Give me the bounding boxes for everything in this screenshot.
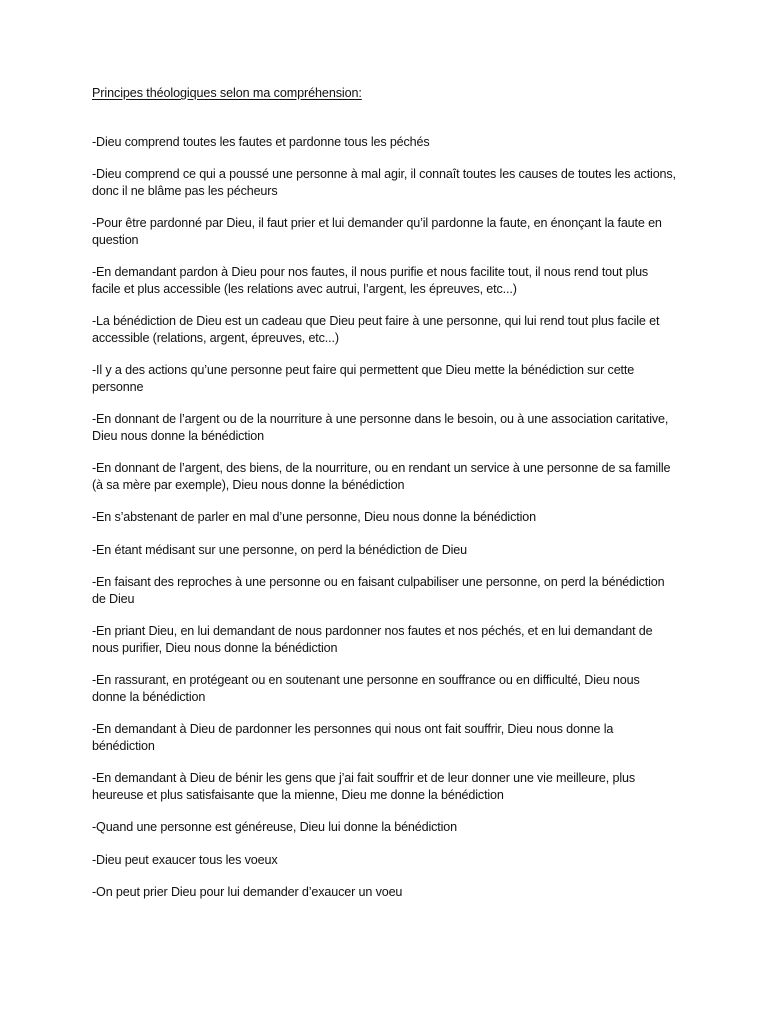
principle-item: -En priant Dieu, en lui demandant de nous pardonner nos fautes et nos péchés, et en lui demandant de nous purifier, Dieu nous donne la bénédiction: [92, 624, 653, 655]
principle-item: -En demandant à Dieu de pardonner les personnes qui nous ont fait souffrir, Dieu nous donne la bénédiction: [92, 722, 614, 753]
principle-item: -Dieu comprend ce qui a poussé une personne à mal agir, il connaît toutes les causes de toutes les actions, donc il ne blâme pas les pécheurs: [92, 167, 676, 198]
principle-item: -En demandant pardon à Dieu pour nos fautes, il nous purifie et nous facilite tout, il nous rend tout plus facile et plus accessible (les relations avec autrui, l’argent, les épreuves, etc...): [92, 265, 649, 296]
principle-item: -En faisant des reproches à une personne ou en faisant culpabiliser une personne, on perd la bénédiction de Dieu: [92, 575, 665, 606]
principle-item: -On peut prier Dieu pour lui demander d’exaucer un voeu: [92, 885, 403, 899]
principle-item: -Pour être pardonné par Dieu, il faut prier et lui demander qu’il pardonne la faute, en énonçant la faute en question: [92, 216, 662, 247]
principle-item: -En rassurant, en protégeant ou en soutenant une personne en souffrance ou en difficulté, Dieu nous donne la bénédiction: [92, 673, 640, 704]
principle-item: -En donnant de l’argent ou de la nourriture à une personne dans le besoin, ou à une association caritative, Dieu nous donne la bénédiction: [92, 412, 669, 443]
principle-item: -En demandant à Dieu de bénir les gens que j’ai fait souffrir et de leur donner une vie meilleure, plus heureuse et plus satisfaisante que la mienne, Dieu me donne la bénédiction: [92, 771, 635, 802]
principle-item: -En étant médisant sur une personne, on perd la bénédiction de Dieu: [92, 542, 468, 557]
principle-item: -Il y a des actions qu’une personne peut faire qui permettent que Dieu mette la bénédiction sur cette personne: [92, 363, 635, 394]
principle-item: -La bénédiction de Dieu est un cadeau que Dieu peut faire à une personne, qui lui rend tout plus facile et accessible (relations, argent, épreuves, etc...): [92, 314, 660, 345]
principle-item: -Dieu comprend toutes les fautes et pardonne tous les péchés: [92, 134, 430, 149]
principles-list: [92, 134, 676, 901]
document-title: Principes théologiques selon ma compréhension:: [92, 86, 362, 100]
principle-item: -En s’abstenant de parler en mal d’une personne, Dieu nous donne la bénédiction: [92, 510, 536, 524]
principle-item: -Quand une personne est généreuse, Dieu lui donne la bénédiction: [92, 820, 457, 834]
principle-item: -En donnant de l’argent, des biens, de la nourriture, ou en rendant un service à une personne de sa famille (à sa mère par exemple), Dieu nous donne la bénédiction: [92, 461, 671, 492]
principle-item: -Dieu peut exaucer tous les voeux: [92, 852, 278, 867]
